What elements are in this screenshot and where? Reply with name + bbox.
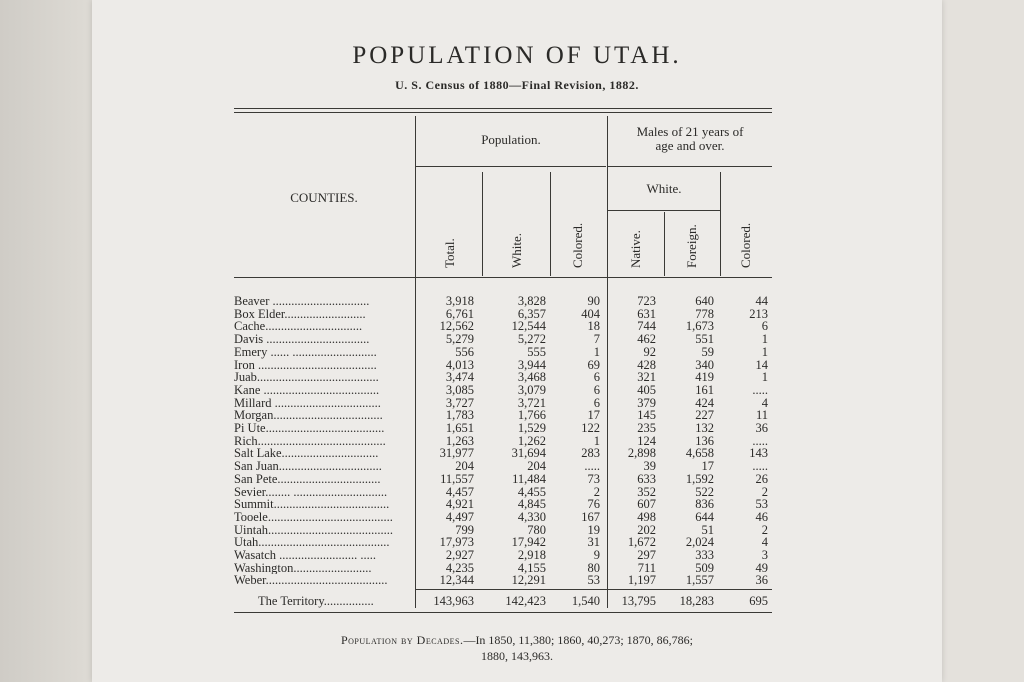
territory-native: 13,795 <box>621 594 656 608</box>
divider-foreign <box>720 172 721 276</box>
cell-total: 5,279 <box>445 332 474 347</box>
cell-native: 633 <box>637 471 656 486</box>
cell-total: 556 <box>455 344 474 359</box>
cell-foreign: 509 <box>695 560 714 575</box>
cell-total: 204 <box>455 459 474 474</box>
cell-white: 4,845 <box>517 497 546 512</box>
cell-native: 405 <box>637 382 656 397</box>
top-rule <box>234 108 772 109</box>
cell-white: 1,766 <box>517 408 546 423</box>
cell-foreign: 333 <box>695 548 714 562</box>
footnote-line1: —In 1850, 11,380; 1860, 40,273; 1870, 86,786; <box>463 633 693 647</box>
cell-white: 31,694 <box>511 446 546 461</box>
table-row <box>92 346 942 359</box>
background-right <box>942 0 1024 682</box>
cell-total: 6,761 <box>445 306 474 321</box>
cell-total: 17,973 <box>439 535 474 550</box>
cell-males-colored: 4 <box>761 395 768 410</box>
territory-males-colored: 695 <box>749 594 768 608</box>
cell-total: 1,651 <box>445 421 474 435</box>
white-rule <box>608 210 720 211</box>
cell-males-colored: 4 <box>761 535 768 550</box>
cell-white: 6,357 <box>517 306 546 321</box>
cell-total: 1,783 <box>445 408 474 423</box>
table-row <box>92 574 942 587</box>
cell-males-colored: 1 <box>761 370 768 385</box>
table-row <box>92 359 942 372</box>
cell-foreign: 1,592 <box>685 471 714 486</box>
footnote <box>92 632 942 664</box>
header-males-line2: age and over. <box>655 138 725 153</box>
males-rule <box>608 166 772 167</box>
cell-males-colored: 2 <box>761 522 768 537</box>
county-name: Emery ...... ........................... <box>234 345 377 359</box>
cell-native: 297 <box>637 548 656 562</box>
cell-males-colored: 46 <box>755 509 768 524</box>
cell-white: 4,155 <box>517 560 546 575</box>
cell-colored: 2 <box>593 484 600 499</box>
table-row <box>92 384 942 397</box>
cell-foreign: 59 <box>701 344 714 359</box>
header-counties: COUNTIES. <box>290 190 358 205</box>
cell-total: 4,235 <box>445 560 474 575</box>
cell-foreign: 4,658 <box>685 446 714 461</box>
cell-males-colored: 213 <box>749 306 768 321</box>
cell-white: 4,455 <box>517 484 546 499</box>
county-name: Salt Lake............................... <box>234 447 379 461</box>
cell-total: 12,562 <box>439 319 474 334</box>
cell-foreign: 17 <box>701 459 714 474</box>
cell-total: 12,344 <box>439 573 474 588</box>
county-name: Sevier........ .............................. <box>234 485 388 499</box>
cell-native: 498 <box>637 509 656 524</box>
county-name: Summit..................................... <box>234 498 390 511</box>
cell-males-colored: 26 <box>755 471 768 486</box>
cell-colored: 80 <box>587 560 600 575</box>
cell-colored: 6 <box>593 382 600 397</box>
cell-native: 124 <box>637 433 656 448</box>
cell-foreign: 644 <box>695 509 714 524</box>
header-white-group: White. <box>646 181 682 196</box>
population-rule <box>416 166 606 167</box>
county-name: Davis ................................. <box>234 333 370 346</box>
header-native: Native. <box>628 230 643 268</box>
cell-foreign: 340 <box>695 357 714 372</box>
divider-total <box>482 172 483 276</box>
cell-native: 1,672 <box>627 535 656 550</box>
cell-colored: 6 <box>593 395 600 410</box>
cell-native: 352 <box>637 484 656 499</box>
cell-white: 3,721 <box>517 395 546 410</box>
cell-colored: 31 <box>587 535 600 550</box>
cell-males-colored: 1 <box>761 332 768 347</box>
cell-white: 3,828 <box>517 294 546 308</box>
footnote-line2: 1880, 143,963. <box>481 649 553 663</box>
county-name: San Pete................................. <box>234 472 381 486</box>
cell-white: 1,262 <box>517 433 546 448</box>
cell-foreign: 778 <box>695 306 714 321</box>
cell-foreign: 132 <box>695 421 714 435</box>
county-name: Uintah........................................ <box>234 523 394 537</box>
header-total: Total. <box>442 238 457 268</box>
cell-white: 1,529 <box>517 421 546 435</box>
bottom-rule <box>234 612 772 613</box>
cell-native: 321 <box>637 370 656 385</box>
header-white: White. <box>509 232 524 268</box>
cell-white: 555 <box>527 344 546 359</box>
county-name: Utah.......................................... <box>234 536 390 549</box>
territory-label: The Territory................ <box>258 594 374 608</box>
cell-colored: 283 <box>581 446 600 461</box>
table-row <box>92 549 942 562</box>
cell-total: 4,921 <box>445 497 474 512</box>
cell-native: 235 <box>637 421 656 435</box>
cell-males-colored: 1 <box>761 344 768 359</box>
footnote-lead: Population by Decades. <box>340 633 464 647</box>
header-males-line1: Males of 21 years of <box>636 124 744 139</box>
background-left <box>0 0 92 682</box>
cell-native: 607 <box>637 497 656 512</box>
table-row <box>92 333 942 346</box>
page-title: POPULATION OF UTAH. <box>352 42 682 69</box>
cell-colored: 69 <box>587 357 600 372</box>
cell-white: 3,944 <box>517 357 546 372</box>
table-row <box>92 409 942 422</box>
county-name: Rich......................................... <box>234 434 386 448</box>
cell-native: 92 <box>643 344 656 359</box>
cell-colored: 1 <box>593 433 600 448</box>
territory-total: 143,963 <box>433 594 474 608</box>
cell-native: 1,197 <box>627 573 656 588</box>
cell-white: 3,468 <box>517 370 546 385</box>
cell-native: 379 <box>637 395 656 410</box>
cell-colored: ..... <box>584 459 600 474</box>
county-name: Weber....................................... <box>234 574 388 588</box>
cell-males-colored: 3 <box>761 548 768 562</box>
cell-native: 711 <box>637 560 656 575</box>
header-bottom-rule <box>234 277 772 278</box>
cell-males-colored: 2 <box>761 484 768 499</box>
cell-native: 2,898 <box>627 446 656 461</box>
document-page <box>92 0 942 682</box>
county-name: Pi Ute...................................... <box>234 422 385 435</box>
territory-foreign: 18,283 <box>679 594 714 608</box>
cell-colored: 53 <box>587 573 600 588</box>
cell-white: 204 <box>527 459 546 474</box>
cell-total: 3,727 <box>445 395 474 410</box>
cell-white: 2,918 <box>517 548 546 562</box>
table-row <box>92 397 942 410</box>
table-row <box>92 473 942 486</box>
cell-colored: 404 <box>581 306 600 321</box>
table-row <box>92 295 942 308</box>
cell-white: 17,942 <box>511 535 546 550</box>
cell-males-colored: 36 <box>755 421 768 435</box>
cell-white: 5,272 <box>517 332 546 347</box>
header-colored: Colored. <box>570 222 585 268</box>
county-name: San Juan................................. <box>234 460 382 473</box>
cell-colored: 73 <box>587 471 600 486</box>
table-row <box>92 371 942 384</box>
county-name: Box Elder.......................... <box>234 307 366 321</box>
cell-foreign: 522 <box>695 484 714 499</box>
county-name: Cache............................... <box>234 320 363 334</box>
cell-total: 11,557 <box>440 471 474 486</box>
cell-males-colored: 44 <box>755 294 768 308</box>
cell-colored: 7 <box>593 332 600 347</box>
cell-white: 11,484 <box>512 471 546 486</box>
county-name: Beaver ............................... <box>234 295 370 308</box>
divider-native <box>664 212 665 276</box>
cell-native: 744 <box>637 319 656 334</box>
cell-native: 428 <box>637 357 656 372</box>
cell-foreign: 2,024 <box>685 535 714 550</box>
cell-males-colored: 6 <box>761 319 768 334</box>
cell-colored: 76 <box>587 497 600 512</box>
page-subtitle: U. S. Census of 1880—Final Revision, 1882. <box>395 78 639 92</box>
cell-foreign: 51 <box>701 522 714 537</box>
cell-native: 39 <box>643 459 656 474</box>
county-name: Wasatch ......................... ..... <box>234 549 377 562</box>
cell-colored: 90 <box>587 294 600 308</box>
cell-foreign: 836 <box>695 497 714 512</box>
county-name: Millard .................................. <box>234 396 381 410</box>
cell-native: 631 <box>637 306 656 321</box>
county-name: Juab....................................... <box>234 371 379 384</box>
cell-males-colored: ..... <box>752 382 768 397</box>
cell-white: 4,330 <box>517 509 546 524</box>
cell-foreign: 640 <box>695 294 714 308</box>
cell-foreign: 227 <box>695 408 714 423</box>
table-row <box>92 320 942 333</box>
territory-colored: 1,540 <box>571 594 600 608</box>
cell-males-colored: 53 <box>755 497 768 512</box>
county-name: Tooele........................................ <box>234 510 393 524</box>
county-name: Morgan................................... <box>234 409 383 422</box>
divider-white <box>550 172 551 276</box>
cell-total: 1,263 <box>445 433 474 448</box>
cell-colored: 6 <box>593 370 600 385</box>
table-row <box>92 498 942 511</box>
table-row <box>92 460 942 473</box>
cell-colored: 9 <box>593 548 600 562</box>
cell-males-colored: 143 <box>749 446 768 461</box>
cell-native: 723 <box>637 294 656 308</box>
cell-white: 12,544 <box>511 319 546 334</box>
cell-white: 12,291 <box>511 573 546 588</box>
header-colored-males: Colored. <box>738 222 753 268</box>
cell-native: 202 <box>637 522 656 537</box>
cell-native: 145 <box>637 408 656 423</box>
cell-colored: 167 <box>581 509 600 524</box>
cell-foreign: 424 <box>695 395 714 410</box>
cell-males-colored: 49 <box>755 560 768 575</box>
county-name: Iron ...................................... <box>234 358 377 372</box>
table-row <box>92 486 942 499</box>
header-population: Population. <box>481 132 541 147</box>
cell-foreign: 1,557 <box>685 573 714 588</box>
header-foreign: Foreign. <box>684 224 699 268</box>
top-rule-2 <box>234 112 772 113</box>
county-name: Kane ..................................... <box>234 383 380 397</box>
cell-colored: 122 <box>581 421 600 435</box>
table-row <box>92 511 942 524</box>
cell-foreign: 551 <box>695 332 714 347</box>
cell-males-colored: 36 <box>755 573 768 588</box>
cell-white: 3,079 <box>517 382 546 397</box>
cell-total: 4,457 <box>445 484 474 499</box>
cell-males-colored: ..... <box>752 433 768 448</box>
cell-white: 780 <box>527 522 546 537</box>
cell-colored: 1 <box>593 344 600 359</box>
county-name: Washington......................... <box>234 561 372 575</box>
cell-total: 4,497 <box>445 509 474 524</box>
cell-total: 3,085 <box>445 382 474 397</box>
cell-native: 462 <box>637 332 656 347</box>
totals-top-rule <box>416 589 772 590</box>
cell-total: 2,927 <box>445 548 474 562</box>
cell-colored: 18 <box>587 319 600 334</box>
cell-total: 799 <box>455 522 474 537</box>
table-row <box>92 536 942 549</box>
cell-total: 3,474 <box>445 370 474 385</box>
cell-males-colored: 11 <box>755 408 768 423</box>
cell-colored: 19 <box>587 522 600 537</box>
cell-males-colored: 14 <box>755 357 768 372</box>
cell-foreign: 419 <box>695 370 714 385</box>
cell-total: 4,013 <box>445 357 474 372</box>
cell-foreign: 1,673 <box>685 319 714 334</box>
cell-colored: 17 <box>587 408 600 423</box>
cell-total: 3,918 <box>445 294 474 308</box>
cell-foreign: 161 <box>695 382 714 397</box>
territory-white: 142,423 <box>505 594 546 608</box>
cell-males-colored: ..... <box>752 459 768 474</box>
cell-total: 31,977 <box>439 446 474 461</box>
cell-foreign: 136 <box>695 433 714 448</box>
table-row <box>92 422 942 435</box>
table-row <box>92 447 942 460</box>
